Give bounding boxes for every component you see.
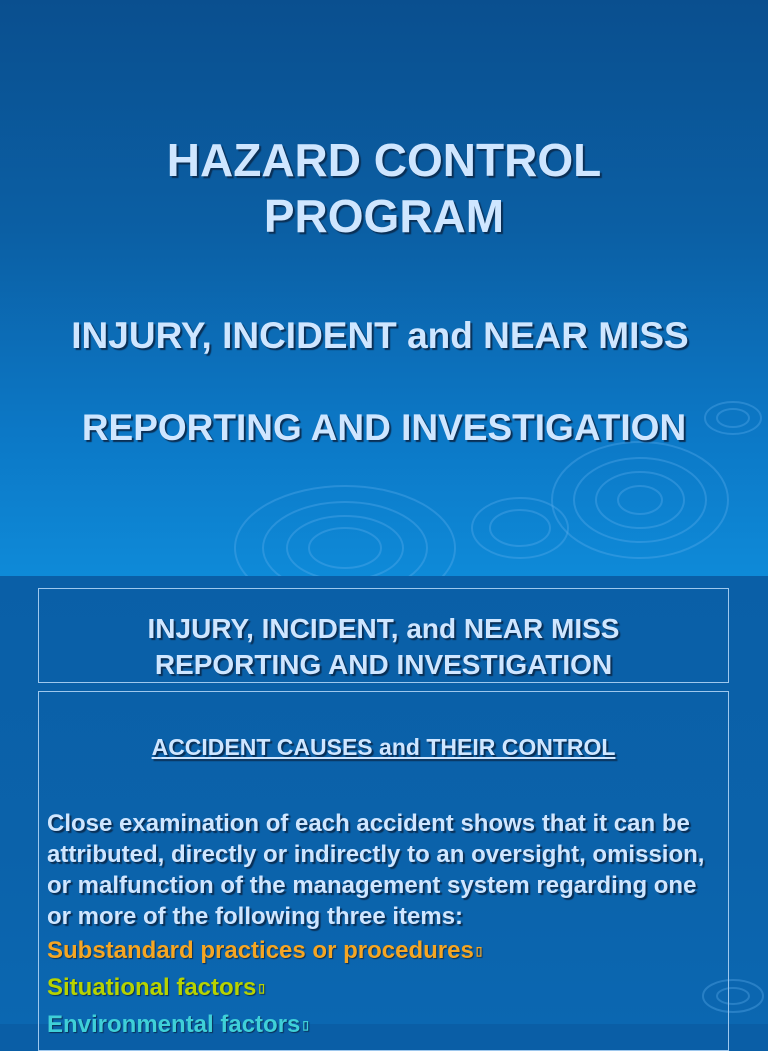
- slide-title: [0, 132, 768, 244]
- list-item-environmental: [47, 1010, 309, 1040]
- list-item-substandard: [47, 936, 482, 966]
- header-text: [39, 611, 728, 683]
- content-slide: [0, 576, 768, 1038]
- slide-title-line-1: HAZARD CONTROL: [166, 134, 602, 186]
- list-item-text: Environmental factors: [47, 1011, 301, 1038]
- header-line-2: REPORTING AND INVESTIGATION: [154, 649, 613, 680]
- list-item-situational: [47, 973, 265, 1003]
- list-item-text: Situational factors: [47, 974, 257, 1001]
- slide-subtitle-1: INJURY, INCIDENT and NEAR MISS: [71, 315, 689, 356]
- list-item-text: Substandard practices or procedures: [47, 937, 474, 964]
- body-paragraph: Close examination of each accident shows that it can be attributed, directly or indirectly to an oversight, omission, or malfunction of the management system regarding one or more of the following three items:: [47, 810, 705, 930]
- slide-subtitle-2: REPORTING AND INVESTIGATION: [81, 407, 687, 448]
- bullet-marker-icon: ▯: [302, 1018, 310, 1032]
- bullet-marker-icon: ▯: [475, 944, 483, 958]
- header-line-1: INJURY, INCIDENT, and NEAR MISS: [147, 613, 620, 644]
- content-box: [38, 691, 729, 1051]
- slide-title-line-2: PROGRAM: [263, 190, 505, 242]
- bullet-marker-icon: ▯: [258, 981, 265, 995]
- section-title: ACCIDENT CAUSES and THEIR CONTROL: [151, 734, 616, 760]
- header-box: [38, 588, 729, 683]
